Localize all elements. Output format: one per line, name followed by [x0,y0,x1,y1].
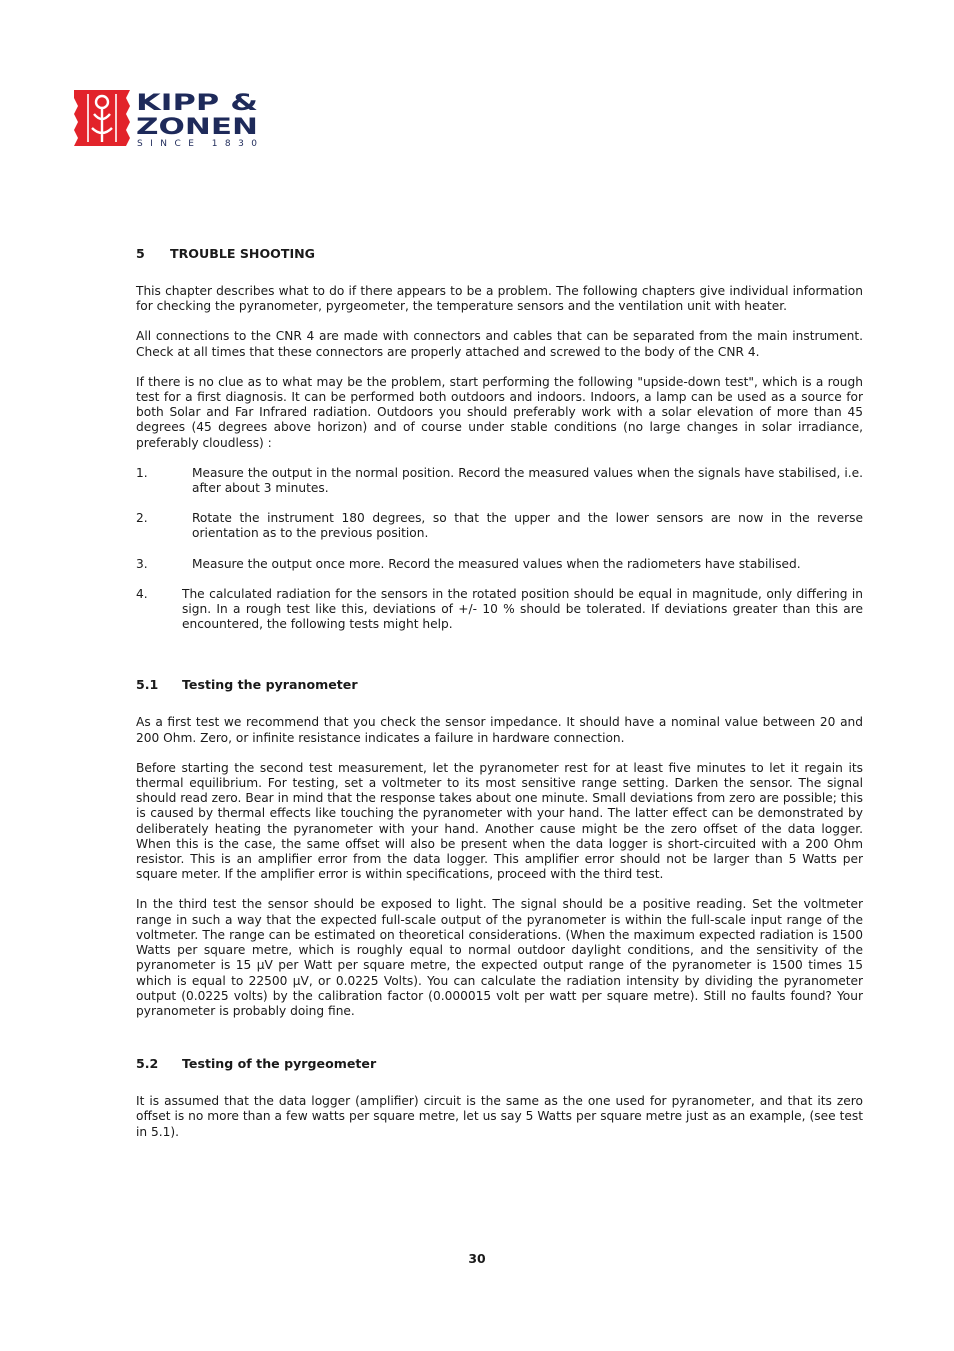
list-item-number: 3. [136,556,148,571]
paragraph: Before starting the second test measurement, let the pyranometer rest for at least five minutes to let it regain its thermal equilibrium. For testing, set a voltmeter to its most sensitive range setting. Darken the sensor. The signal should read zero. Bear in mind that the response takes about one minute. Small deviations from zero are possible; this is caused by thermal effects like touching the pyranometer with your hand. The latter effect can be demonstrated by deliberately heating the pyranometer with your hand. Another cause might be the zero offset of the data logger. When this is the case, the same offset will also be present when the data logger is short-circuited with a 200 Ohm resistor. This is an amplifier error from the data logger. This amplifier error should not be larger than 5 Watts per square meter. If the amplifier error is within specifications, proceed with the third test. [136,760,863,882]
paragraph: This chapter describes what to do if there appears to be a problem. The following chapters give individual information for checking the pyranometer, pyrgeometer, the temperature sensors and the ventilation unit with heater. [136,284,863,314]
list-item-text: The calculated radiation for the sensors in the rotated position should be equal in magnitude, only differing in sign. In a rough test like this, deviations of +/- 10 % should be tolerated. If deviations greater than this are encountered, the following tests might help. [182,586,863,632]
list-item-number: 2. [136,511,148,526]
subsection-heading [136,677,863,693]
paragraph: All connections to the CNR 4 are made with connectors and cables that can be separated from the main instrument. Check at all times that these connectors are properly attached and screwed to the body of the CNR 4. [136,329,863,359]
subsection-title: Testing the pyranometer [182,677,358,693]
subsection-title: Testing of the pyrgeometer [182,1056,377,1072]
kipp-zonen-logo [74,88,260,148]
logo-line2: ZONEN [136,115,258,140]
list-item-number: 4. [136,586,148,601]
section-title: TROUBLE SHOOTING [170,246,316,261]
list-item-text: Measure the output once more. Record the measured values when the radiometers have stabilised. [192,556,801,571]
main-content [136,246,863,1155]
list-item [136,466,863,496]
list-item [136,511,863,541]
logo-line3: SINCE 1830 [137,139,257,148]
page-number: 30 [468,1251,486,1266]
section-heading [136,246,863,262]
list-item-text: Measure the output in the normal position. Record the measured values when the signals have stabilised, i.e. after about 3 minutes. [192,465,863,496]
section-number: 5 [136,246,145,261]
paragraph: As a first test we recommend that you check the sensor impedance. It should have a nominal value between 20 and 200 Ohm. Zero, or infinite resistance indicates a failure in hardware connection. [136,715,863,745]
subsection-number: 5.1 [136,677,159,693]
logo-line1: KIPP & [136,91,258,116]
subsection-number: 5.2 [136,1056,159,1072]
list-item [136,587,863,633]
list-item-number: 1. [136,465,148,480]
paragraph: In the third test the sensor should be exposed to light. The signal should be a positive reading. Set the voltmeter range in such a way that the expected full-scale output of the pyranometer is within the full-scale input range of the voltmeter. The range can be estimated on theoretical considerations. (When the maximum expected radiation is 1500 Watts per square metre, which is roughly equal to normal outdoor daylight conditions, and the sensitivity of the pyranometer is 15 µV per Watt per square metre, the expected output range of the pyranometer is 1500 times 15 which is equal to 22500 µV, or 0.0225 Volts). You can calculate the radiation intensity by dividing the pyranometer output (0.0225 volts) by the calibration factor (0.000015 volt per watt per square metre). Still no faults found? Your pyranometer is probably doing fine. [136,897,863,1018]
list-item-text: Rotate the instrument 180 degrees, so that the upper and the lower sensors are now in the reverse orientation as to the previous position. [192,511,863,541]
paragraph: It is assumed that the data logger (amplifier) circuit is the same as the one used for pyranometer, and that its zero offset is no more than a few watts per square metre, let us say 5 Watts per square metre just as an example, (see test in 5.1). [136,1094,863,1139]
list-item [136,557,863,572]
paragraph: If there is no clue as to what may be the problem, start performing the following "upside-down test", which is a rough test for a first diagnosis. It can be performed both outdoors and indoors. Indoors, a lamp can be used as a source for both Solar and Far Infrared radiation. Outdoors you should preferably work with a solar elevation of more than 45 degrees (45 degrees above horizon) and of course under stable conditions (no large changes in solar irradiance, preferably cloudless) : [136,374,863,450]
subsection-heading [136,1056,863,1072]
